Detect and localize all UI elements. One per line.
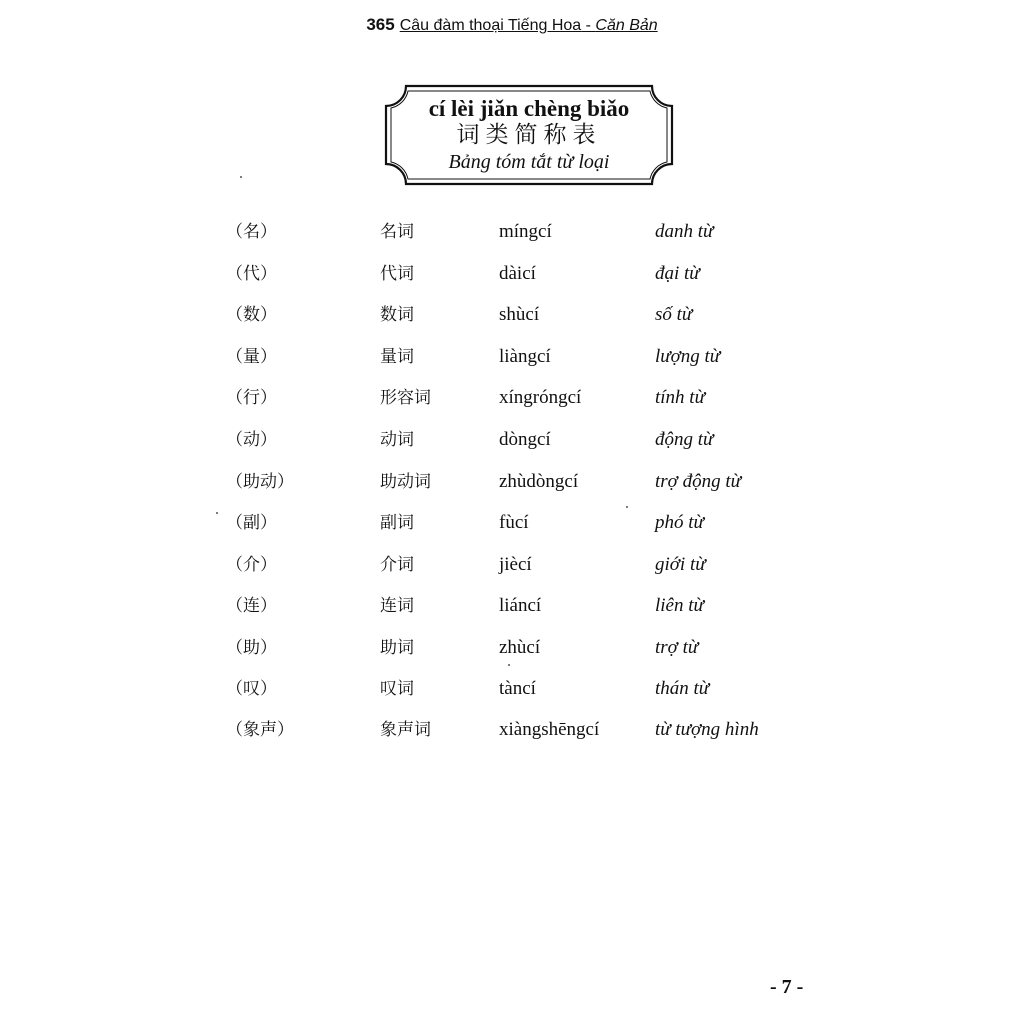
chinese-term: 副词	[380, 513, 414, 533]
scan-speck	[216, 512, 218, 514]
title-separator: -	[581, 17, 596, 34]
pinyin: fùcí	[499, 512, 529, 533]
scan-speck	[626, 506, 628, 508]
abbreviation: （行）	[226, 388, 277, 408]
abbreviation: （助）	[226, 638, 277, 658]
table-row	[0, 632, 1024, 664]
title-pinyin: cí lèi jiǎn chèng biǎo	[428, 95, 630, 121]
abbreviation: （动）	[226, 430, 277, 450]
pinyin: xíngróngcí	[499, 387, 582, 408]
running-header	[0, 15, 1024, 35]
abbreviation: （量）	[226, 347, 277, 367]
chinese-term: 数词	[380, 305, 414, 325]
vietnamese-meaning: thán từ	[655, 678, 710, 699]
table-row	[0, 714, 1024, 746]
pinyin: zhùcí	[499, 637, 541, 658]
chinese-term: 动词	[380, 430, 414, 450]
table-row	[0, 299, 1024, 331]
chinese-term: 连词	[380, 596, 414, 616]
pinyin: xiàngshēngcí	[499, 719, 600, 740]
vietnamese-meaning: trợ động từ	[655, 471, 741, 492]
abbreviation: （象声）	[226, 720, 294, 740]
abbreviation: （介）	[226, 555, 277, 575]
pinyin: shùcí	[499, 304, 540, 325]
abbreviation: （助动）	[226, 472, 294, 492]
vietnamese-meaning: danh từ	[655, 221, 714, 242]
abbreviation: （叹）	[226, 679, 277, 699]
abbreviation: （数）	[226, 305, 277, 325]
chinese-term: 名词	[380, 222, 414, 242]
chinese-term: 叹词	[380, 679, 414, 699]
table-row	[0, 216, 1024, 248]
title-vietnamese: Bảng tóm tắt từ loại	[448, 150, 610, 173]
abbreviation: （代）	[226, 264, 277, 284]
table-row	[0, 549, 1024, 581]
vietnamese-meaning: liên từ	[655, 595, 704, 616]
pinyin: míngcí	[499, 221, 552, 242]
vietnamese-meaning: từ tượng hình	[655, 719, 759, 740]
table-row	[0, 507, 1024, 539]
vietnamese-meaning: giới từ	[655, 554, 706, 575]
pinyin: tàncí	[499, 678, 536, 699]
chinese-term: 量词	[380, 347, 414, 367]
vietnamese-meaning: lượng từ	[655, 346, 721, 367]
chinese-term: 助动词	[380, 472, 431, 492]
vietnamese-meaning: đại từ	[655, 263, 700, 284]
abbreviation: （连）	[226, 596, 277, 616]
chinese-term: 助词	[380, 638, 414, 658]
chinese-term: 代词	[380, 264, 414, 284]
table-row	[0, 424, 1024, 456]
chinese-term: 形容词	[380, 388, 431, 408]
vietnamese-meaning: động từ	[655, 429, 714, 450]
vietnamese-meaning: tính từ	[655, 387, 705, 408]
abbreviation: （名）	[226, 222, 277, 242]
pinyin: jiècí	[499, 554, 532, 575]
pinyin: dàicí	[499, 263, 536, 284]
pinyin: liáncí	[499, 595, 542, 616]
title-hanzi: 词类简称表	[456, 121, 602, 148]
scan-speck	[508, 664, 510, 666]
book-number: 365	[366, 15, 395, 34]
scan-speck	[240, 176, 242, 178]
vietnamese-meaning: phó từ	[655, 512, 704, 533]
table-row	[0, 673, 1024, 705]
vietnamese-meaning: số từ	[655, 304, 693, 325]
pinyin: zhùdòngcí	[499, 471, 579, 492]
chinese-term: 介词	[380, 555, 414, 575]
table-row	[0, 258, 1024, 290]
chinese-term: 象声词	[380, 720, 431, 740]
pinyin: dòngcí	[499, 429, 551, 450]
table-row	[0, 341, 1024, 373]
table-row	[0, 590, 1024, 622]
page-number: - 7 -	[770, 976, 804, 998]
title-box	[384, 84, 674, 186]
book-title: Câu đàm thoại Tiếng Hoa	[399, 17, 582, 34]
table-row	[0, 466, 1024, 498]
book-subtitle: Căn Bản	[595, 17, 658, 34]
table-row	[0, 382, 1024, 414]
vietnamese-meaning: trợ từ	[655, 637, 699, 658]
abbreviation: （副）	[226, 513, 277, 533]
pinyin: liàngcí	[499, 346, 551, 367]
